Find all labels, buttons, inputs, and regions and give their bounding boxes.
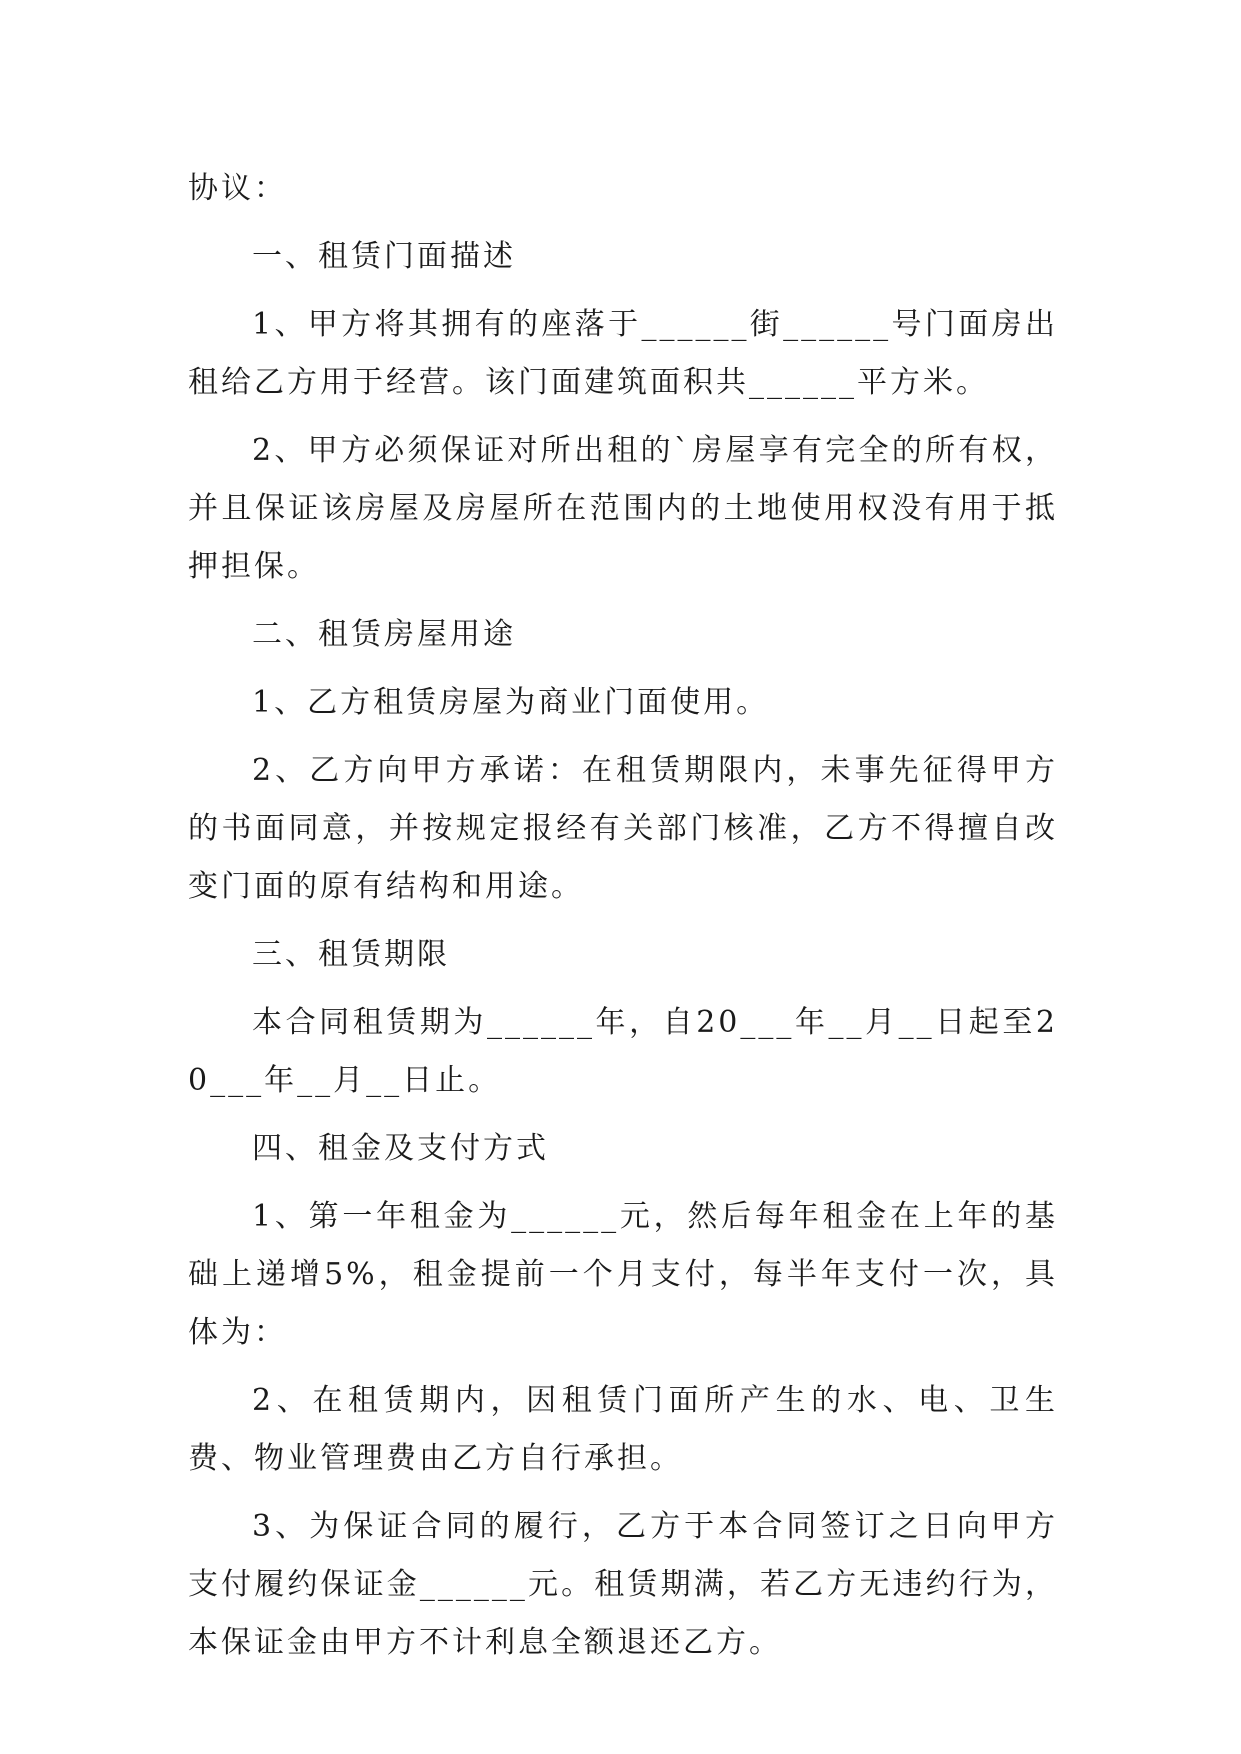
paragraph-4-2: 2、在租赁期内，因租赁门面所产生的水、电、卫生费、物业管理费由乙方自行承担。	[188, 1383, 1058, 1476]
section-heading-2: 二、租赁房屋用途	[252, 617, 516, 652]
paragraph-1-2: 2、甲方必须保证对所出租的`房屋享有完全的所有权，并且保证该房屋及房屋所在范围内的土地使用权没有用于抵押担保。	[188, 433, 1058, 584]
paragraph-2-1: 1、乙方租赁房屋为商业门面使用。	[252, 685, 770, 720]
paragraph-agreement-intro: 协议：	[188, 171, 287, 206]
section-heading-4: 四、租金及支付方式	[252, 1131, 549, 1166]
paragraph-4-1: 1、第一年租金为______元，然后每年租金在上年的基础上递增5%，租金提前一个月支付，每半年支付一次，具体为：	[188, 1199, 1058, 1350]
paragraph-3-1: 本合同租赁期为______年，自20___年__月__日起至20___年__月__日止。	[188, 1005, 1058, 1098]
section-heading-1: 一、租赁门面描述	[252, 239, 516, 274]
section-heading-3: 三、租赁期限	[252, 937, 450, 972]
paragraph-2-2: 2、乙方向甲方承诺：在租赁期限内，未事先征得甲方的书面同意，并按规定报经有关部门核准，乙方不得擅自改变门面的原有结构和用途。	[188, 753, 1058, 904]
paragraph-4-3: 3、为保证合同的履行，乙方于本合同签订之日向甲方支付履约保证金______元。租赁期满，若乙方无违约行为，本保证金由甲方不计利息全额退还乙方。	[188, 1509, 1058, 1660]
paragraph-1-1: 1、甲方将其拥有的座落于______街______号门面房出租给乙方用于经营。该门面建筑面积共______平方米。	[188, 307, 1058, 400]
document-body	[188, 160, 1058, 1672]
